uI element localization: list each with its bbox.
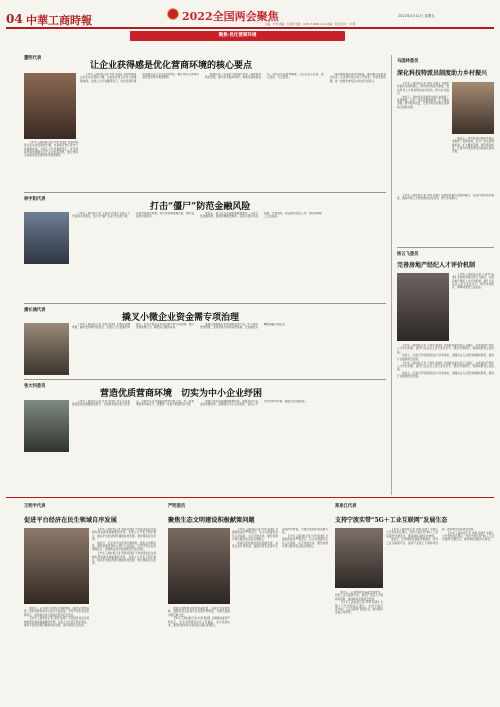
headline: 支持宁波实带“5G＋工业互联网”发展生态 — [335, 517, 448, 524]
portrait-photo — [24, 212, 69, 264]
sidebar-divider — [391, 55, 392, 495]
portrait-photo — [335, 528, 383, 588]
portrait-photo — [168, 528, 230, 604]
article-body: 【中华工商时报记者 李明 报道】全国政协委员马国林建议，深化科技特派员制度，推动科技人才和成果向农村流动，助力乡村振兴。 他表示，科技特派员制度实施以来取得了显著成效，应进一步完善激励机制，扩大覆盖范围，提升服务质量，让更多科技成果在田间地头落地生根。 — [397, 82, 449, 109]
page-number: 04 — [6, 12, 23, 26]
speaker-label: 林宇阳代表 — [24, 197, 46, 202]
section-banner-label: 聚焦·优化营商环境 — [218, 33, 257, 38]
article-body: 【中华工商时报记者 叶青 报道】中小企业是国民经济的重要组成部分。全国政协委员张大钊表示，当前中小企业面临原材料价格上涨、用工成本增加等多重压力，需要进一步加大纾困帮扶力度。 他建议落实落细减税降费政策，加强对中小企业的金融支持，清理拖欠中小企业账款，营造公平竞争的市场环境，提振企业发展信心。 — [72, 400, 309, 407]
headline: 撬叉小微企业资金需专项治理 — [122, 313, 240, 323]
portrait-photo — [397, 273, 449, 341]
speaker-label: 董明代表 — [24, 56, 42, 61]
headline: 完善房地产经纪人才评价机制 — [397, 262, 476, 269]
paper-name: 中華工商時報 — [26, 14, 92, 27]
article-body: 【中华工商时报记者 叶青 报道】营商环境是企业生存发展的土壤，也是地区核心竞争力的重要体现。全国人大代表董明表示，优化营商环境的落脚点在于企业的获得感，要让市场主体真切感受到改革带来的便利。 — [24, 141, 78, 158]
speaker-label: 严明委员 — [168, 504, 186, 509]
article-body: 他表示，应加快新型基础设施建设，培育工业互联网平台，促进产业链上下游协同创新，推动制造业高质量发展。 【中华工商时报记者 李明 报道】全国人大代表郑泉江建议，支持宁波打造“5G＋工业互联网”发展生态，推动制造业数字化转型。 — [335, 591, 383, 615]
speaker-label: 郑泉江代表 — [335, 504, 357, 509]
article-body: 【中华工商时报记者 张明 报道】小微企业融资难、融资贵问题仍较突出。全国人大代表潘长城建议，针对小微企业资金需求开展专项治理，规范各类收费行为，降低综合融资成本。 他建议鼓励银行机构创新信贷产品，扩大信用贷款规模，完善风险分担和补偿机制，让金融活水精准滴灌小微企业。 — [72, 323, 288, 330]
masthead — [0, 0, 500, 52]
editor-line: 主编：叶青 责编：王春玲 电话：(010) 51668 xxxx 美编：张 婷 校对：李 明 — [265, 23, 356, 26]
article-body: 【中华工商时报记者 王春玲 报道】全国人大代表林宇阳建议，加大对“僵尸企业”的出清力度，完善市场退出机制，防范和化解金融风险，维护良好的市场秩序。 他表示，部分企业长期依靠输血维持，占用大量金融资源，影响资源配置效率。应建立健全识别机制，分类施策，稳妥推进处置工作，同时保障职工合法权益。 — [72, 212, 322, 219]
article-body: 【中华工商时报记者 王春玲 报道】全国政协委员杨云飞建议，完善房地产经纪人才评价机制，提升行业从业人员专业化水平，规范市场秩序，保障消费者合法权益。 他表示，应建立科学的职业能力评价体系，加强从业人员培训和继续教育，推动行业健康规范发展。 【中华工商时报记者 王春玲 报道】全国政协委员杨云飞建议，完善房地产经纪人才评价机制，提升行业从业人员专业化水平，规范市场秩序，保障消费者合法权益。 他表示，应建立科学的职业能力评价体系，加强从业人员培训和继续教育，推动行业健康规范发展。 — [397, 344, 494, 379]
speaker-label: 杨云飞委员 — [397, 252, 419, 257]
headline: 聚焦生态文明建设积极献策问题 — [168, 517, 255, 524]
masthead-rule — [6, 27, 494, 29]
speaker-label: 王明宇代表 — [24, 504, 46, 509]
article-body: 【中华工商时报记者 叶青 报道】全国政协委员严明表示，生态文明建设关系人民福祉、关乎民族未来，要坚持绿水青山就是金山银山的理念。 他建议加快推动绿色低碳发展，完善生态补偿机制，鼓励民营企业参与生态保护和修复，为建设美丽中国贡献力量。 【中华工商时报记者 叶青 报道】全国政协委员严明表示，生态文明建设关系人民福祉、关乎民族未来，要坚持绿水青山就是金山银山的理念。 — [232, 528, 328, 549]
speaker-label: 潘长城代表 — [24, 308, 46, 313]
portrait-photo — [24, 400, 69, 452]
portrait-photo — [24, 323, 69, 375]
headline: 深化科技特派员制度助力乡村振兴 — [397, 70, 488, 77]
article-body: 他表示，应完善平台经济治理规则，强化反垄断监管，保护消费者和中小商户合法权益，引导平台企业在保障民生、促进就业等方面承担更多社会责任。 【中华工商时报记者 张明 报道】平台经济在民生领域发挥着越来越重要的作用。全国人大代表王明宇建议，推动平台经济规范健康持续发展，更好服务民生需求。 — [24, 607, 89, 628]
speaker-label: 马国林委员 — [397, 59, 419, 64]
article-body: 他表示，科技特派员制度实施以来取得了显著成效，应进一步完善激励机制，扩大覆盖范围，提升服务质量，让更多科技成果在田间地头落地生根。 — [452, 137, 494, 154]
speaker-label: 张大钊委员 — [24, 384, 46, 389]
section-banner — [130, 31, 345, 41]
article-body: 【中华工商时报记者 王春玲 报道】全国政协委员杨云飞建议，完善房地产经纪人才评价机制，提升行业从业人员专业化水平，规范市场秩序，保障消费者合法权益。 — [452, 273, 494, 290]
headline: 打击“僵尸”防范金融风险 — [150, 202, 251, 212]
portrait-photo — [24, 528, 89, 604]
article-body: 【中华工商时报记者 李明 报道】全国人大代表郑泉江建议，支持宁波打造“5G＋工业互联网”发展生态，推动制造业数字化转型。 他表示，应加快新型基础设施建设，培育工业互联网平台，促进产业链上下游协同创新，推动制造业高质量发展。 【中华工商时报记者 李明 报道】全国人大代表郑泉江建议，支持宁波打造“5G＋工业互联网”发展生态，推动制造业数字化转型。 — [386, 528, 494, 545]
article-body: 【中华工商时报记者 叶青 报道】营商环境是企业生存发展的土壤，也是地区核心竞争力的重要体现。全国人大代表董明表示，优化营商环境的落脚点在于企业的获得感，要让市场主体真切感受到改革带来的便利。 他建议进一步深化“放管服”改革，持续简化审批流程，提升政务服务效率，构建亲清政商关系，切实为企业排忧解难，让企业安心发展、放心投资、专心经营。 同时要加强政策宣传解读，推动惠企政策直达快享，让各类市场主体公平竞争，共享发展机遇，进一步激发市场活力和社会创造力。 — [80, 73, 386, 83]
headline: 让企业获得感是优化营商环境的核心要点 — [90, 61, 253, 71]
portrait-photo — [452, 82, 494, 134]
banner-title: 2022全国两会聚焦 — [182, 10, 279, 23]
portrait-photo — [24, 73, 76, 139]
headline: 营造优质营商环境 切实为中小企业纾困 — [100, 389, 263, 399]
article-body: 他建议加快推动绿色低碳发展，完善生态补偿机制，鼓励民营企业参与生态保护和修复，为建设美丽中国贡献力量。 【中华工商时报记者 叶青 报道】全国政协委员严明表示，生态文明建设关系人民福祉、关乎民族未来，要坚持绿水青山就是金山银山的理念。 — [168, 607, 230, 628]
date-line: 2022年3月11日 星期五 — [398, 14, 435, 18]
bottom-section-rule — [6, 497, 494, 498]
article-body: 【中华工商时报记者 李明 报道】全国政协委员马国林建议，深化科技特派员制度，推动科技人才和成果向农村流动，助力乡村振兴。 — [397, 194, 494, 201]
article-body: 【中华工商时报记者 张明 报道】平台经济在民生领域发挥着越来越重要的作用。全国人大代表王明宇建议，推动平台经济规范健康持续发展，更好服务民生需求。 他表示，应完善平台经济治理规则，强化反垄断监管，保护消费者和中小商户合法权益，引导平台企业在保障民生、促进就业等方面承担更多社会责任。 【中华工商时报记者 张明 报道】平台经济在民生领域发挥着越来越重要的作用。全国人大代表王明宇建议，推动平台经济规范健康持续发展，更好服务民生需求。 — [92, 528, 156, 566]
party-emblem-icon — [167, 8, 179, 20]
headline: 促进平台经济在民生领域自序发展 — [24, 517, 117, 524]
